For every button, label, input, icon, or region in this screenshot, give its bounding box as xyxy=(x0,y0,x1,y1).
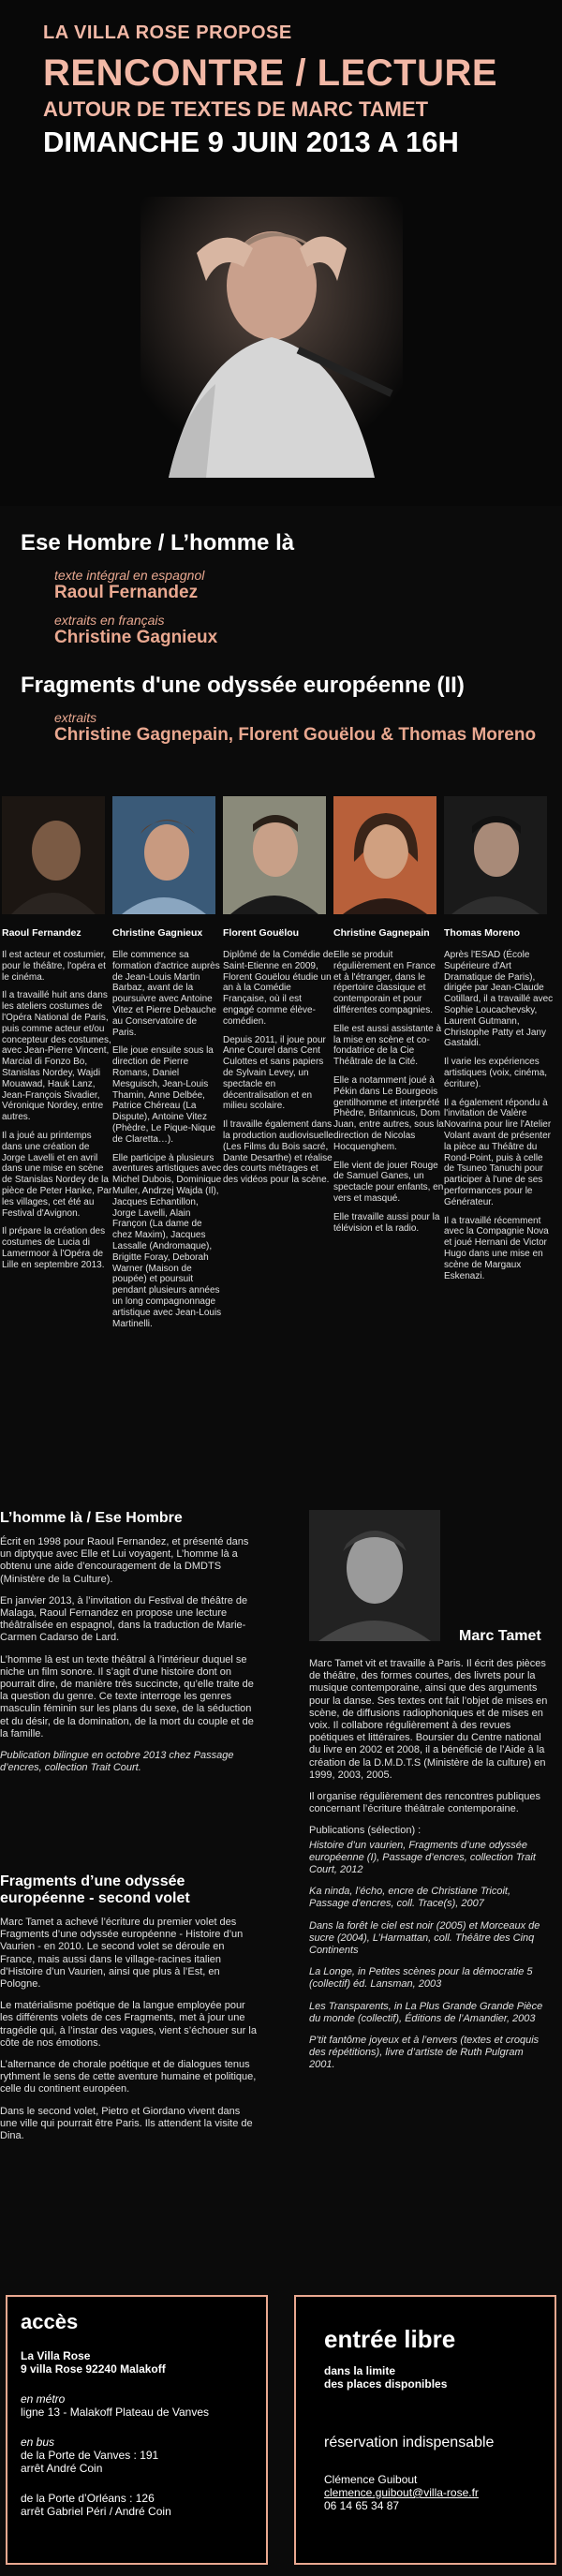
about-fragments: Fragments d’une odyssée européenne - second volet Marc Tamet a achevé l’écriture du premier volet des Fragments d’une odyssée européenne - Histoire d’un Vaurien - en 2010. Le second volet se déroule en France, mais aussi dans le village-racines italien d’Histoire d’un Vaurien, ainsi que plus à l’Est, en Pologne. Le matérialisme poétique de la langue employée pour les différents volets de ces Fragments, met à jour une tragédie qui, à l’instar des vagues, vient s’échouer sur la côte de nos émotions. L’alternance de chorale poétique et de dialogues tenus rythment le sens de cette aventure humaine et politique, celle du continent européen. Dans le second volet, Pietro et Giordano vivent dans une ville qui pourrait être Paris. Ils attendent la visite de Dina. xyxy=(0,1873,257,2142)
bio-christine-gagnieux xyxy=(112,796,223,1337)
reservation-note: réservation indispensable xyxy=(324,2435,495,2450)
bio-photo xyxy=(112,796,215,914)
bio-name: Florent Gouëlou xyxy=(223,927,300,939)
access-title: accès xyxy=(21,2310,79,2333)
access-box xyxy=(6,2295,268,2565)
bio-photo xyxy=(333,796,436,914)
play1-french-label: extraits en français xyxy=(54,613,165,628)
play2-title: Fragments d'une odyssée européenne (II) xyxy=(21,673,465,698)
metro-label: en métro xyxy=(21,2392,66,2406)
bio-photo xyxy=(444,796,547,914)
section-heading: Fragments d’une odyssée européenne - second volet xyxy=(0,1873,190,1906)
bio-name: Raoul Fernandez xyxy=(2,927,81,939)
play1-title: Ese Hombre / L’homme là xyxy=(21,530,295,555)
bio-text: Elle se produit régulièrement en France et à l'étranger, dans le répertoire classique et contemporain et pour différentes compagnies. Elle est aussi assistante à la mise en scène et co-fondatrice de la Cie Théâtrale de la Cité. Elle a notamment joué à Pékin dans Le Bourgeois gentilhomme et interprété Phèdre, Britannicus, Dom Juan, entre autres, sous la direction de Nicolas Hocquenghem. Elle vient de jouer Rouge de Samuel Ganes, un spectacle pour enfants, en vers et masqué. Elle travaille aussi pour la télévision et la radio. xyxy=(333,950,444,1234)
contact-email-link[interactable]: clemence.guibout@villa-rose.fr xyxy=(324,2486,479,2499)
bio-raoul-fernandez xyxy=(2,796,112,1279)
entry-limit-line-2: des places disponibles xyxy=(324,2377,448,2391)
subtitle: AUTOUR DE TEXTES DE MARC TAMET xyxy=(43,97,429,121)
bio-florent-gouelou xyxy=(223,796,333,1193)
hero-photo xyxy=(140,197,403,478)
author-name: Marc Tamet xyxy=(459,1628,541,1644)
header-banner xyxy=(0,0,562,506)
tagline: LA VILLA ROSE PROPOSE xyxy=(43,22,292,43)
entry-limit-line-1: dans la limite xyxy=(324,2364,396,2377)
venue-address: 9 villa Rose 92240 Malakoff xyxy=(21,2362,166,2376)
contact-phone: 06 14 65 34 87 xyxy=(324,2499,400,2512)
play2-readers: Christine Gagnepain, Florent Gouëlou & Thomas Moreno xyxy=(54,725,537,745)
page-title: RENCONTRE / LECTURE xyxy=(43,52,498,94)
contact-name: Clémence Guibout xyxy=(324,2473,418,2486)
play2-label: extraits xyxy=(54,710,97,725)
metro-line: ligne 13 - Malakoff Plateau de Vanves xyxy=(21,2406,210,2419)
section-heading: L’homme là / Ese Hombre xyxy=(0,1510,183,1526)
bus-stop-2: arrêt Gabriel Péri / André Coin xyxy=(21,2505,171,2518)
bio-text: Elle commence sa formation d'actrice auprès de Jean-Louis Martin Barbaz, avant de la poursuivre avec Antoine Vitez et Pierre Debauche au Conservatoire de Paris. Elle joue ensuite sous la direction de Pierre Romans, Daniel Mesguisch, Jean-Louis Thamin, Anne Delbée, Patrice Chéreau (La Dispute), Antoine Vitez (Phèdre, Le Pique-Nique de Claretta…). Elle participe à plusieurs aventures artistiques avec Michel Dubois, Dominique Muller, Andrzej Wajda (Il), Jacques Echantillon, Jorge Lavelli, Alain Françon (La dame de chez Maxim), Jacques Lassalle (Andromaque), Brigitte Foray, Deborah Warner (Maison de poupée) et poursuit pendant plusieurs années un long compagnonnage artistique avec Jean-Louis Martinelli. xyxy=(112,950,222,1329)
bio-text: Diplômé de la Comédie de Saint-Etienne en 2009, Florent Gouëlou étudie un an à la Comédie Française, où il est engagé comme élève-comédien. Depuis 2011, il joue pour Anne Courel dans Cent Culottes et sans papiers de Sylvain Levey, un spectacle en décentralisation et en milieu scolaire. Il travaille également dans la production audiovisuelle (Les Films du Bois sacré, Dante Desarthe) et réalise des courts métrages et des vidéos pour la scène. xyxy=(223,950,333,1186)
bio-christine-gagnepain xyxy=(333,796,444,1241)
bio-photo xyxy=(223,796,326,914)
about-ese-hombre: L’homme là / Ese Hombre Écrit en 1998 pour Raoul Fernandez, et présenté dans un diptyque avec Elle et Lui voyagent, L’homme là a obtenu une aide d’encouragement de la DMDTS (Ministère de la Culture). En janvier 2013, à l’invitation du Festival de théâtre de Malaga, Raoul Fernandez en propose une lecture théâtralisée en espagnol, dans la traduction de Marie-Carmen Cadarso de Lard. L’homme là est un texte théâtral à l’intérieur duquel se niche un film sonore. Il s’agit d’une histoire dont on pourrait dire, de manière très succincte, qu’elle traite de la question du genre. Ce texte interroge les genres masculin féminin sur les plans du sexe, de la séduction et du désir, de la domination, de la mort du couple et de la famille. Publication bilingue en octobre 2013 chez Passage d’encres, collection Trait Court. xyxy=(0,1510,258,1784)
entry-box xyxy=(294,2295,556,2565)
bio-text: Il est acteur et costumier, pour le théâtre, l'opéra et le cinéma. Il a travaillé huit ans dans les ateliers costumes de l'Opéra National de Paris, puis comme acteur et/ou concepteur des costumes, avec Jean-Pierre Vincent, Marcial di Fonzo Bo, Stanislas Nordey, Wajdi Mouawad, Hauk Lanz, Jean-François Sivadier, Véronique Nordey, entre autres. Il a joué au printemps dans une création de Jorge Lavelli et en avril dans une mise en scène de Stanislas Nordey de la pièce de Peter Hanke, Par les villages, cet été au Festival d'Avignon. Il prépare la création des costumes de Lucia di Lamermoor à l'Opéra de Lille en septembre 2013. xyxy=(2,950,112,1270)
entry-title: entrée libre xyxy=(324,2325,456,2353)
bus-stop-1: arrêt André Coin xyxy=(21,2462,103,2475)
author-photo xyxy=(309,1510,440,1641)
bio-thomas-moreno xyxy=(444,796,555,1289)
bio-text: Après l'ESAD (École Supérieure d'Art Dramatique de Paris), dirigée par Jean-Claude Cotillard, il a travaillé avec Sophie Loucachevsky, Laurent Gutmann, Christophe Patty et Jany Gastaldi. Il varie les expériences artistiques (voix, cinéma, écriture). Il a également répondu à l'invitation de Valère Novarina pour lire l'Atelier Volant avant de présenter la pièce au Théâtre du Rond-Point, puis à celle de Tsuneo Tanuchi pour participer à l'une de ses performances pour le Générateur. Il a travaillé récemment avec la Compagnie Nova et joué Hernani de Victor Hugo dans une mise en scène de Margaux Eskenazi. xyxy=(444,950,554,1281)
bio-name: Thomas Moreno xyxy=(444,927,521,939)
venue-name: La Villa Rose xyxy=(21,2349,91,2362)
bus-route-2: de la Porte d’Orléans : 126 xyxy=(21,2492,155,2505)
bio-photo xyxy=(2,796,105,914)
bio-name: Christine Gagnieux xyxy=(112,927,203,939)
event-date: DIMANCHE 9 JUIN 2013 A 16H xyxy=(43,126,459,158)
bio-name: Christine Gagnepain xyxy=(333,927,430,939)
author-bio: Marc Tamet vit et travaille à Paris. Il écrit des pièces de théâtre, des formes courtes, des livrets pour la musique contemporaine, ainsi que des arguments pour la danse. Ses textes ont fait l’objet de mises en scène, de diffusions radiophoniques et de mises en voix. Il collabore régulièrement à des revues poétiques et littéraires. Boursier du Centre national du livre en 2002 et 2008, il a bénéficié de l’Aide à la création de la D.M.D.T.S (Ministère de la culture) en 1999, 2003, 2005. Il organise régulièrement des rencontres publiques concernant l’écriture théâtrale contemporaine. Publications (sélection) : Histoire d’un vaurien, Fragments d’une odyssée européenne (I), Passage d’encres, collection Trait Court, 2012 Ka ninda, l’écho, encre de Christiane Tricoit, Passage d’encres, coll. Trace(s), 2007 Dans la forêt le ciel est noir (2005) et Morceaux de sucre (2004), L’Harmattan, coll. Théâtre des Cinq Continents La Longe, in Petites scènes pour la démocratie 5 (collectif) éd. Lansman, 2003 Les Transparents, in La Plus Grande Grande Pièce du monde (collectif), Éditions de l’Amandier, 2003 P’tit fantôme joyeux et à l’envers (textes et croquis des répétitions), livre d’artiste de Ruth Pulgram 2001. xyxy=(309,1658,548,2071)
play1-french-reader: Christine Gagnieux xyxy=(54,628,218,647)
play1-spanish-label: texte intégral en espagnol xyxy=(54,568,205,583)
bus-label: en bus xyxy=(21,2435,55,2449)
play1-spanish-reader: Raoul Fernandez xyxy=(54,583,199,602)
bus-route-1: de la Porte de Vanves : 191 xyxy=(21,2449,159,2462)
